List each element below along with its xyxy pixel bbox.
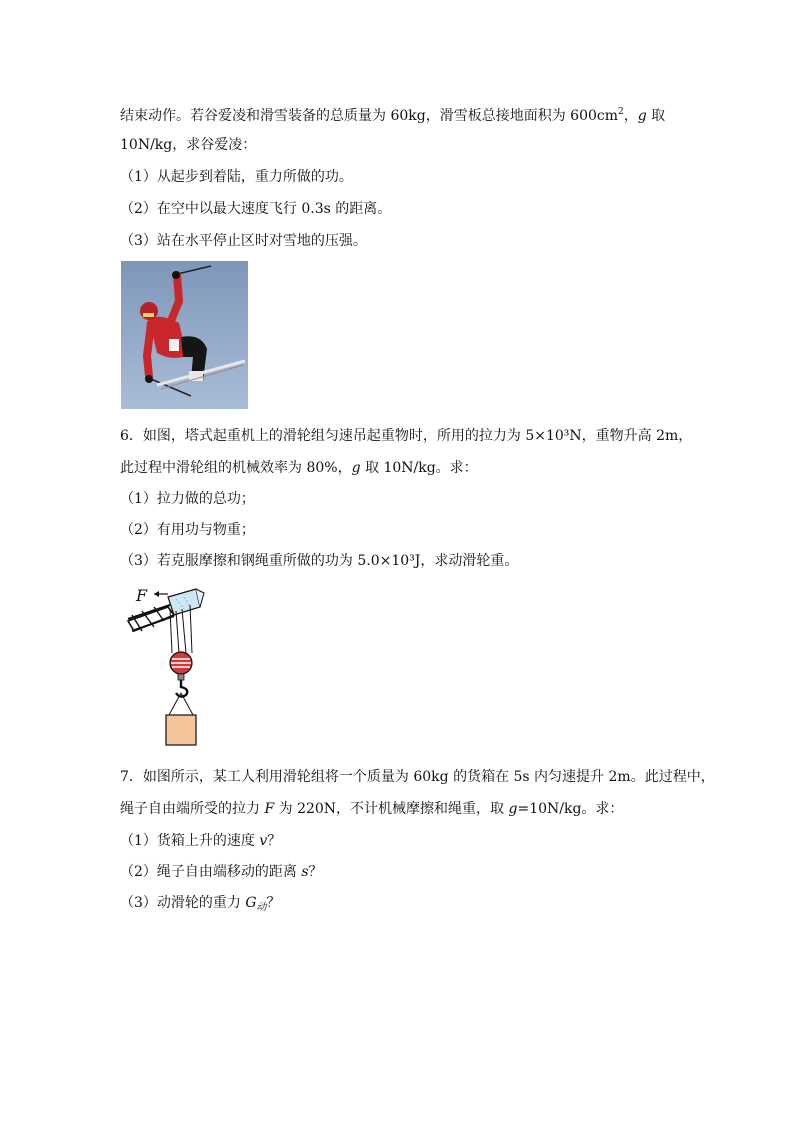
- p5-question-1: （1）从起步到着陆，重力所做的功。: [120, 169, 353, 185]
- p6-question-2: （2）有用功与物重；: [120, 522, 255, 538]
- p6-line-2: 此过程中滑轮组的机械效率为 80%，g 取 10N/kg。求：: [120, 460, 478, 476]
- load-box: [166, 715, 196, 745]
- p6-question-1: （1）拉力做的总功；: [120, 491, 255, 507]
- force-label: F: [136, 586, 148, 605]
- p7-question-3: （3）动滑轮的重力 $G_动$？: [120, 895, 281, 913]
- p6-line-1: 6．如图，塔式起重机上的滑轮组匀速吊起重物时，所用的拉力为 5×10³N，重物升高 2m，: [120, 428, 693, 444]
- p7-question-2: （2）绳子自由端移动的距离 s？: [120, 864, 323, 880]
- p5-question-3: （3）站在水平停止区时对雪地的压强。: [120, 233, 367, 249]
- p7-line-1: 7．如图所示，某工人利用滑轮组将一个质量为 60kg 的货箱在 5s 内匀速提升 2m。此过程中，: [120, 769, 715, 785]
- p5-line-1: 结束动作。若谷爱凌和滑雪装备的总质量为 60kg，滑雪板总接地面积为 $600cm^2$，g 取: [120, 107, 666, 124]
- p7-line-2: 绳子自由端所受的拉力 F 为 220N，不计机械摩擦和绳重，取 g=10N/kg。求：: [120, 801, 624, 817]
- skier-photo: [121, 261, 248, 409]
- movable-pulley: [170, 652, 192, 680]
- p6-question-3: （3）若克服摩擦和钢绳重所做的功为 5.0×10³J，求动滑轮重。: [120, 553, 519, 569]
- p5-line-2: 10N/kg，求谷爱凌：: [120, 137, 257, 153]
- p7-question-1: （1）货箱上升的速度 v？: [120, 833, 282, 849]
- p5-question-2: （2）在空中以最大速度飞行 0.3s 的距离。: [120, 201, 392, 217]
- crane-pulley-figure: [124, 585, 214, 750]
